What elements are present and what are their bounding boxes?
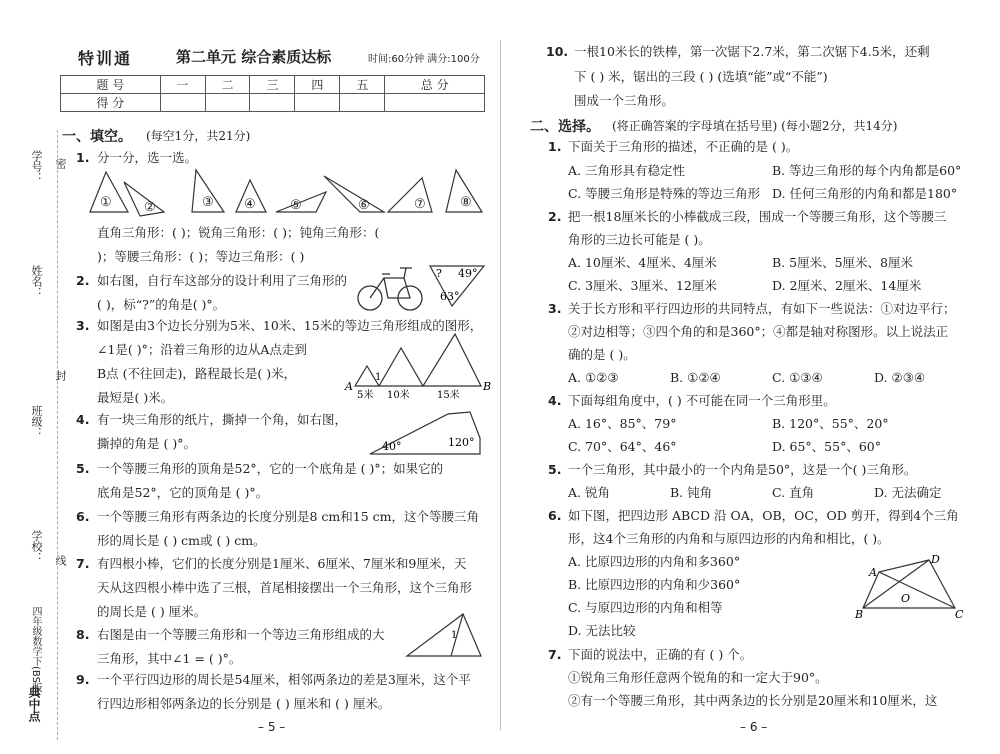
c1-option-d[interactable]: D. 任何三角形的内角和都是180° — [772, 186, 958, 201]
c3-option-c[interactable]: C. ①③④ — [772, 370, 823, 385]
c3-number: 3. — [548, 301, 562, 316]
q3-line-4: 最短是( )米。 — [97, 390, 174, 405]
triangle-label-4: ④ — [244, 197, 256, 212]
page-number-left: – 5 – — [258, 720, 286, 734]
c3-option-b[interactable]: B. ①②④ — [670, 370, 721, 385]
score-header-cell: 总 分 — [385, 76, 485, 94]
seal-xian: 线 — [54, 555, 67, 566]
q1-triangles-figure — [88, 168, 488, 220]
score-header-cell: 三 — [250, 76, 295, 94]
section-1-title: 一、填空。 — [62, 129, 132, 145]
class-label: 班级： — [30, 405, 43, 438]
logo: 特训通 — [78, 49, 133, 68]
c3-option-a[interactable]: A. ①②③ — [568, 370, 619, 385]
bicycle-figure — [356, 262, 426, 314]
c2-line-2: 角形的三边长可能是 ( )。 — [568, 232, 711, 247]
q6-line-2: 形的周长是 ( ) cm或 ( ) cm。 — [97, 533, 266, 548]
angle-63: 63° — [440, 290, 460, 303]
q5-line-2: 底角是52°，它的顶角是 ( )°。 — [97, 485, 269, 500]
c6-number: 6. — [548, 508, 562, 523]
q10-line-1: 一根10米长的铁棒，第一次锯下2.7米，第二次锯下4.5米，还剩 — [574, 44, 930, 59]
q2-line-2: ( )，标“?”的角是( )°。 — [97, 297, 226, 312]
q8-line-2: 三角形，其中∠1 = ( )°。 — [97, 651, 242, 666]
brand-label: 典中点 — [27, 686, 41, 722]
c1-option-b[interactable]: B. 等边三角形的每个内角都是60° — [772, 163, 962, 178]
score-header-cell: 题 号 — [61, 76, 161, 94]
exam-meta: 时间:60分钟 满分:100分 — [368, 54, 480, 65]
q4-line-1: 有一块三角形的纸片，撕掉一个角，如右图， — [97, 412, 348, 427]
c4-option-d[interactable]: D. 65°、55°、60° — [772, 439, 881, 454]
section-1-note: (每空1分，共21分) — [146, 129, 251, 143]
q3-line-2: ∠1是( )°；沿着三角形的边从A点走到 — [97, 342, 307, 357]
c5-option-d[interactable]: D. 无法确定 — [874, 485, 942, 500]
c6-option-a[interactable]: A. 比原四边形的内角和多360° — [568, 554, 741, 569]
c6-line-1: 如下图，把四边形 ABCD 沿 OA，OB，OC，OD 剪开，得到4个三角 — [568, 508, 959, 523]
c7-statement-1: ①锐角三角形任意两个锐角的和一定大于90°。 — [568, 670, 828, 685]
c4-option-c[interactable]: C. 70°、64°、46° — [568, 439, 677, 454]
c6-option-b[interactable]: B. 比原四边形的内角和少360° — [568, 577, 741, 592]
q6-number: 6. — [76, 509, 90, 524]
triangle-label-1: ① — [100, 195, 112, 210]
q4-line-2: 撕掉的角是 ( )°。 — [97, 436, 196, 451]
quadrilateral-abcd-figure — [855, 554, 965, 620]
q4-number: 4. — [76, 412, 90, 427]
q3-line-3: B点 (不往回走)，路程最长是( )米， — [97, 366, 297, 381]
c3-line-3: 确的是 ( )。 — [568, 347, 636, 362]
name-label: 姓名： — [30, 265, 43, 298]
q7-line-2: 天从这四根小棒中选了三根，首尾相接摆出一个三角形，这个三角形 — [97, 580, 473, 595]
triangle-label-8: ⑧ — [460, 195, 472, 210]
book-label: 四年级数学下(BS版) — [30, 606, 41, 697]
score-table — [60, 75, 485, 112]
c3-line-2: ②对边相等；③四个角的和是360°；④都是轴对称图形。以上说法正 — [568, 324, 949, 339]
c2-option-b[interactable]: B. 5厘米、5厘米、8厘米 — [772, 255, 913, 270]
angle-1-label: 1 — [375, 372, 382, 383]
score-header-cell: 四 — [295, 76, 340, 94]
student-id-label: 学号： — [30, 150, 43, 183]
q9-line-1: 一个平行四边形的周长是54厘米，相邻两条边的差是3厘米，这个平 — [97, 672, 471, 687]
point-O: O — [901, 592, 911, 605]
c2-line-1: 把一根18厘米长的小棒截成三段，围成一个等腰三角形，这个等腰三 — [568, 209, 947, 224]
section-2-note: (将正确答案的字母填在括号里) (每小题2分，共14分) — [612, 119, 898, 133]
angle-49: 49° — [458, 267, 478, 280]
point-A: A — [345, 380, 353, 393]
c5-option-b[interactable]: B. 钝角 — [670, 485, 713, 500]
triangle-label-3: ③ — [202, 195, 214, 210]
q2-line-1: 如右图，自行车这部分的设计利用了三角形的 — [97, 273, 348, 288]
angle-120: 120° — [448, 436, 475, 449]
c6-line-2: 形，这4个三角形的内角和与原四边形的内角和相比，( )。 — [568, 531, 890, 546]
c2-number: 2. — [548, 209, 562, 224]
q3-triangles-figure — [345, 334, 490, 400]
c3-option-d[interactable]: D. ②③④ — [874, 370, 926, 385]
c1-option-c[interactable]: C. 等腰三角形是特殊的等边三角形 — [568, 186, 761, 201]
q4-torn-paper-figure — [368, 408, 483, 458]
c4-option-b[interactable]: B. 120°、55°、20° — [772, 416, 889, 431]
c4-number: 4. — [548, 393, 562, 408]
q1-number: 1. — [76, 150, 90, 165]
c5-option-a[interactable]: A. 锐角 — [568, 485, 610, 500]
c7-number: 7. — [548, 647, 562, 662]
point-A: A — [869, 566, 877, 579]
c4-option-a[interactable]: A. 16°、85°、79° — [568, 416, 677, 431]
point-D: D — [931, 553, 940, 566]
seal-feng: 封 — [54, 370, 67, 381]
page-number-right: – 6 – — [740, 720, 768, 734]
point-B: B — [483, 380, 492, 393]
c3-line-1: 关于长方形和平行四边形的共同特点，有如下一些说法：①对边平行； — [568, 301, 956, 316]
score-header-cell: 二 — [205, 76, 250, 94]
q3-number: 3. — [76, 318, 90, 333]
q10-line-3: 围成一个三角形。 — [574, 93, 675, 108]
score-cell[interactable] — [385, 94, 485, 112]
triangle-label-7: ⑦ — [414, 197, 426, 212]
triangle-label-2: ② — [144, 200, 156, 215]
q8-triangle-figure — [405, 610, 485, 660]
score-header-cell: 五 — [340, 76, 385, 94]
question-mark: ? — [436, 267, 442, 280]
triangle-label-6: ⑥ — [358, 198, 370, 213]
c6-option-d[interactable]: D. 无法比较 — [568, 623, 636, 638]
side-10m: 10米 — [387, 390, 410, 401]
q2-angle-triangle — [428, 262, 488, 310]
angle-1-label: 1 — [451, 630, 458, 641]
point-B: B — [855, 608, 864, 621]
margin-dashed-line — [57, 130, 58, 740]
point-C: C — [955, 608, 964, 621]
q10-line-2: 下 ( ) 米，锯出的三段 ( ) (选填“能”或“不能”) — [574, 69, 828, 84]
score-cell[interactable] — [160, 94, 205, 112]
c2-option-a[interactable]: A. 10厘米、4厘米、4厘米 — [568, 255, 717, 270]
c7-statement-2: ②有一个等腰三角形，其中两条边的长分别是20厘米和10厘米，这 — [568, 693, 938, 708]
score-row-label: 得 分 — [61, 94, 161, 112]
c5-option-c[interactable]: C. 直角 — [772, 485, 815, 500]
q7-line-3: 的周长是 ( ) 厘米。 — [97, 604, 207, 619]
section-2-title: 二、选择。 — [530, 119, 600, 135]
c1-number: 1. — [548, 139, 562, 154]
q9-number: 9. — [76, 672, 90, 687]
c1-question: 下面关于三角形的描述，不正确的是 ( )。 — [568, 139, 799, 154]
q1-line-1: 直角三角形：( )；锐角三角形：( )；钝角三角形：( — [97, 225, 380, 240]
school-label: 学校： — [30, 530, 43, 563]
q7-number: 7. — [76, 556, 90, 571]
q8-number: 8. — [76, 627, 90, 642]
q5-line-1: 一个等腰三角形的顶角是52°，它的一个底角是 ( )°；如果它的 — [97, 461, 444, 476]
q10-number: 10. — [546, 44, 569, 59]
angle-40: 40° — [382, 440, 402, 453]
q5-number: 5. — [76, 461, 90, 476]
page-title: 第二单元 综合素质达标 — [176, 48, 332, 66]
score-cell[interactable] — [295, 94, 340, 112]
c4-question: 下面每组角度中，( ) 不可能在同一个三角形里。 — [568, 393, 836, 408]
c1-option-a[interactable]: A. 三角形具有稳定性 — [568, 163, 685, 178]
q7-line-1: 有四根小棒，它们的长度分别是1厘米、6厘米、7厘米和9厘米，天 — [97, 556, 467, 571]
c2-option-c[interactable]: C. 3厘米、3厘米、12厘米 — [568, 278, 717, 293]
page-divider — [500, 40, 501, 730]
side-15m: 15米 — [437, 390, 460, 401]
q6-line-1: 一个等腰三角形有两条边的长度分别是8 cm和15 cm，这个等腰三角 — [97, 509, 480, 524]
q1-line-2: )；等腰三角形：( )；等边三角形：( ) — [97, 249, 305, 264]
side-5m: 5米 — [357, 390, 374, 401]
score-header-cell: 一 — [160, 76, 205, 94]
q8-line-1: 右图是由一个等腰三角形和一个等边三角形组成的大 — [97, 627, 385, 642]
score-cell[interactable] — [340, 94, 385, 112]
c6-option-c[interactable]: C. 与原四边形的内角和相等 — [568, 600, 723, 615]
c5-question: 一个三角形，其中最小的一个内角是50°，这是一个( )三角形。 — [568, 462, 917, 477]
q2-number: 2. — [76, 273, 90, 288]
seal-mi: 密 — [54, 158, 67, 169]
c7-question: 下面的说法中，正确的有 ( ) 个。 — [568, 647, 753, 662]
score-cell[interactable] — [205, 94, 250, 112]
q3-line-1: 如图是由3个边长分别为5米、10米、15米的等边三角形组成的图形， — [97, 318, 483, 333]
q1-text: 分一分，选一选。 — [97, 150, 198, 165]
c2-option-d[interactable]: D. 2厘米、2厘米、14厘米 — [772, 278, 922, 293]
triangle-label-5: ⑤ — [290, 198, 302, 213]
score-cell[interactable] — [250, 94, 295, 112]
c5-number: 5. — [548, 462, 562, 477]
q9-line-2: 行四边形相邻两条边的长分别是 ( ) 厘米和 ( ) 厘米。 — [97, 696, 391, 711]
triangle-6 — [324, 176, 384, 212]
